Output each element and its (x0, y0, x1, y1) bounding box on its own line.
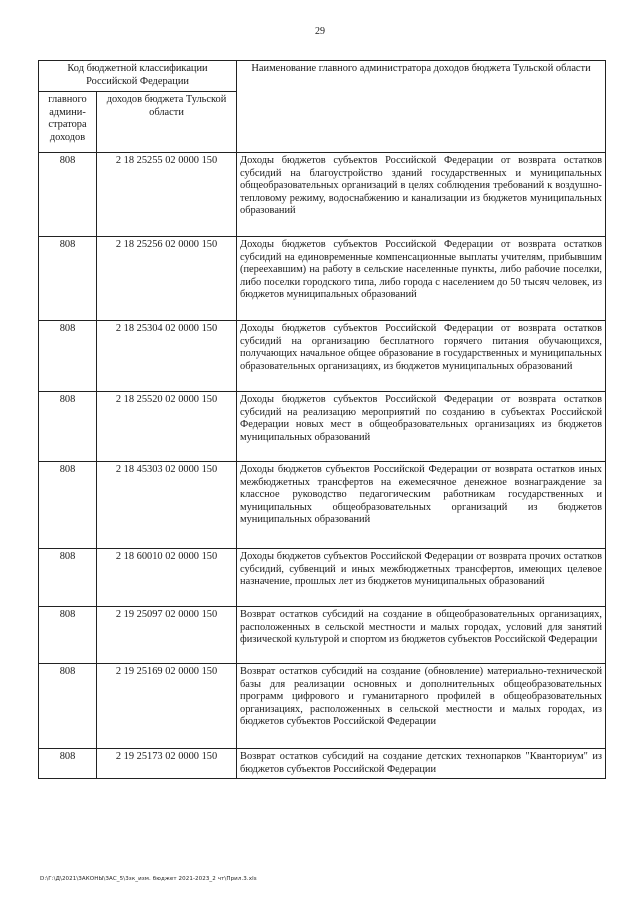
header-name-column: Наименование главного администратора доходов бюджета Тульской области (237, 61, 606, 153)
admin-code: 808 (39, 664, 97, 749)
income-code: 2 18 25304 02 0000 150 (97, 321, 237, 392)
admin-code: 808 (39, 153, 97, 237)
income-code: 2 18 25255 02 0000 150 (97, 153, 237, 237)
income-code: 2 19 25169 02 0000 150 (97, 664, 237, 749)
admin-code: 808 (39, 462, 97, 549)
income-description: Возврат остатков субсидий на создание детских технопарков "Кванториум" из бюджетов субъектов Российской Федерации (237, 749, 606, 779)
income-code: 2 19 25097 02 0000 150 (97, 607, 237, 664)
table-row (39, 664, 606, 749)
income-code: 2 18 60010 02 0000 150 (97, 549, 237, 607)
table-row (39, 392, 606, 462)
revenue-admin-table (38, 60, 606, 779)
page-number: 29 (315, 26, 325, 37)
income-description: Доходы бюджетов субъектов Российской Федерации от возврата остатков субсидий на организацию бесплатного горячего питания обучающихся, получающих начальное общее образование в государственных и муниципальных образовательных организациях, из бюджетов муниципальных образований (237, 321, 606, 392)
admin-code: 808 (39, 749, 97, 779)
table-row (39, 153, 606, 237)
income-description: Доходы бюджетов субъектов Российской Федерации от возврата прочих остатков субсидий, субвенций и иных межбюджетных трансфертов, имеющих целевое назначение, прошлых лет из бюджетов муниципальных образований (237, 549, 606, 607)
file-path-footer: D:\Г:\Д\2021\ЗАКОНЫ\ЗАС_5\3зк_изм. бюджет 2021-2023_2 чт\Прил.3.xls (40, 876, 257, 882)
admin-code: 808 (39, 607, 97, 664)
admin-code: 808 (39, 392, 97, 462)
table-row (39, 237, 606, 321)
header-income-column: доходов бюджета Тульской области (97, 92, 237, 153)
admin-code: 808 (39, 321, 97, 392)
income-description: Доходы бюджетов субъектов Российской Федерации от возврата остатков субсидий на реализацию мероприятий по созданию в субъектах Российской Федерации новых мест в общеобразовательных организациях из бюджетов муниципальных образований (237, 392, 606, 462)
income-description: Доходы бюджетов субъектов Российской Федерации от возврата остатков иных межбюджетных трансфертов на ежемесячное денежное вознаграждение за классное руководство педагогическим работникам государственных и муниципальных общеобразовательных организаций из бюджетов муниципальных образований (237, 462, 606, 549)
income-description: Доходы бюджетов субъектов Российской Федерации от возврата остатков субсидий на благоустройство зданий государственных и муниципальных общеобразовательных организаций в целях соблюдения требований к воздушно-тепловому режиму, водоснабжению и канализации из бюджетов муниципальных образований (237, 153, 606, 237)
income-code: 2 19 25173 02 0000 150 (97, 749, 237, 779)
admin-code: 808 (39, 549, 97, 607)
income-description: Возврат остатков субсидий на создание (обновление) материально-технической базы для реализации основных и дополнительных общеобразовательных программ цифрового и гуманитарного профилей в общеобразовательных организациях, расположенных в сельской местности и малых городах, из бюджетов субъектов Российской Федерации (237, 664, 606, 749)
header-admin-column: главного админи-стратора доходов (39, 92, 97, 153)
income-code: 2 18 25520 02 0000 150 (97, 392, 237, 462)
header-code-group: Код бюджетной классификации Российской Федерации (39, 61, 237, 92)
table-row (39, 749, 606, 779)
income-code: 2 18 45303 02 0000 150 (97, 462, 237, 549)
table-row (39, 607, 606, 664)
table-row (39, 321, 606, 392)
table-row (39, 549, 606, 607)
admin-code: 808 (39, 237, 97, 321)
income-description: Возврат остатков субсидий на создание в общеобразовательных организациях, расположенных в сельской местности и малых городах, условий для занятий физической культурой и спортом из бюджетов субъектов Российской Федерации (237, 607, 606, 664)
income-description: Доходы бюджетов субъектов Российской Федерации от возврата остатков субсидий на единовременные компенсационные выплаты учителям, прибывшим (переехавшим) на работу в сельские населенные пункты, либо рабочие поселки, либо поселки городского типа, либо города с населением до 50 тысяч человек, из бюджетов муниципальных образований (237, 237, 606, 321)
income-code: 2 18 25256 02 0000 150 (97, 237, 237, 321)
table-row (39, 462, 606, 549)
